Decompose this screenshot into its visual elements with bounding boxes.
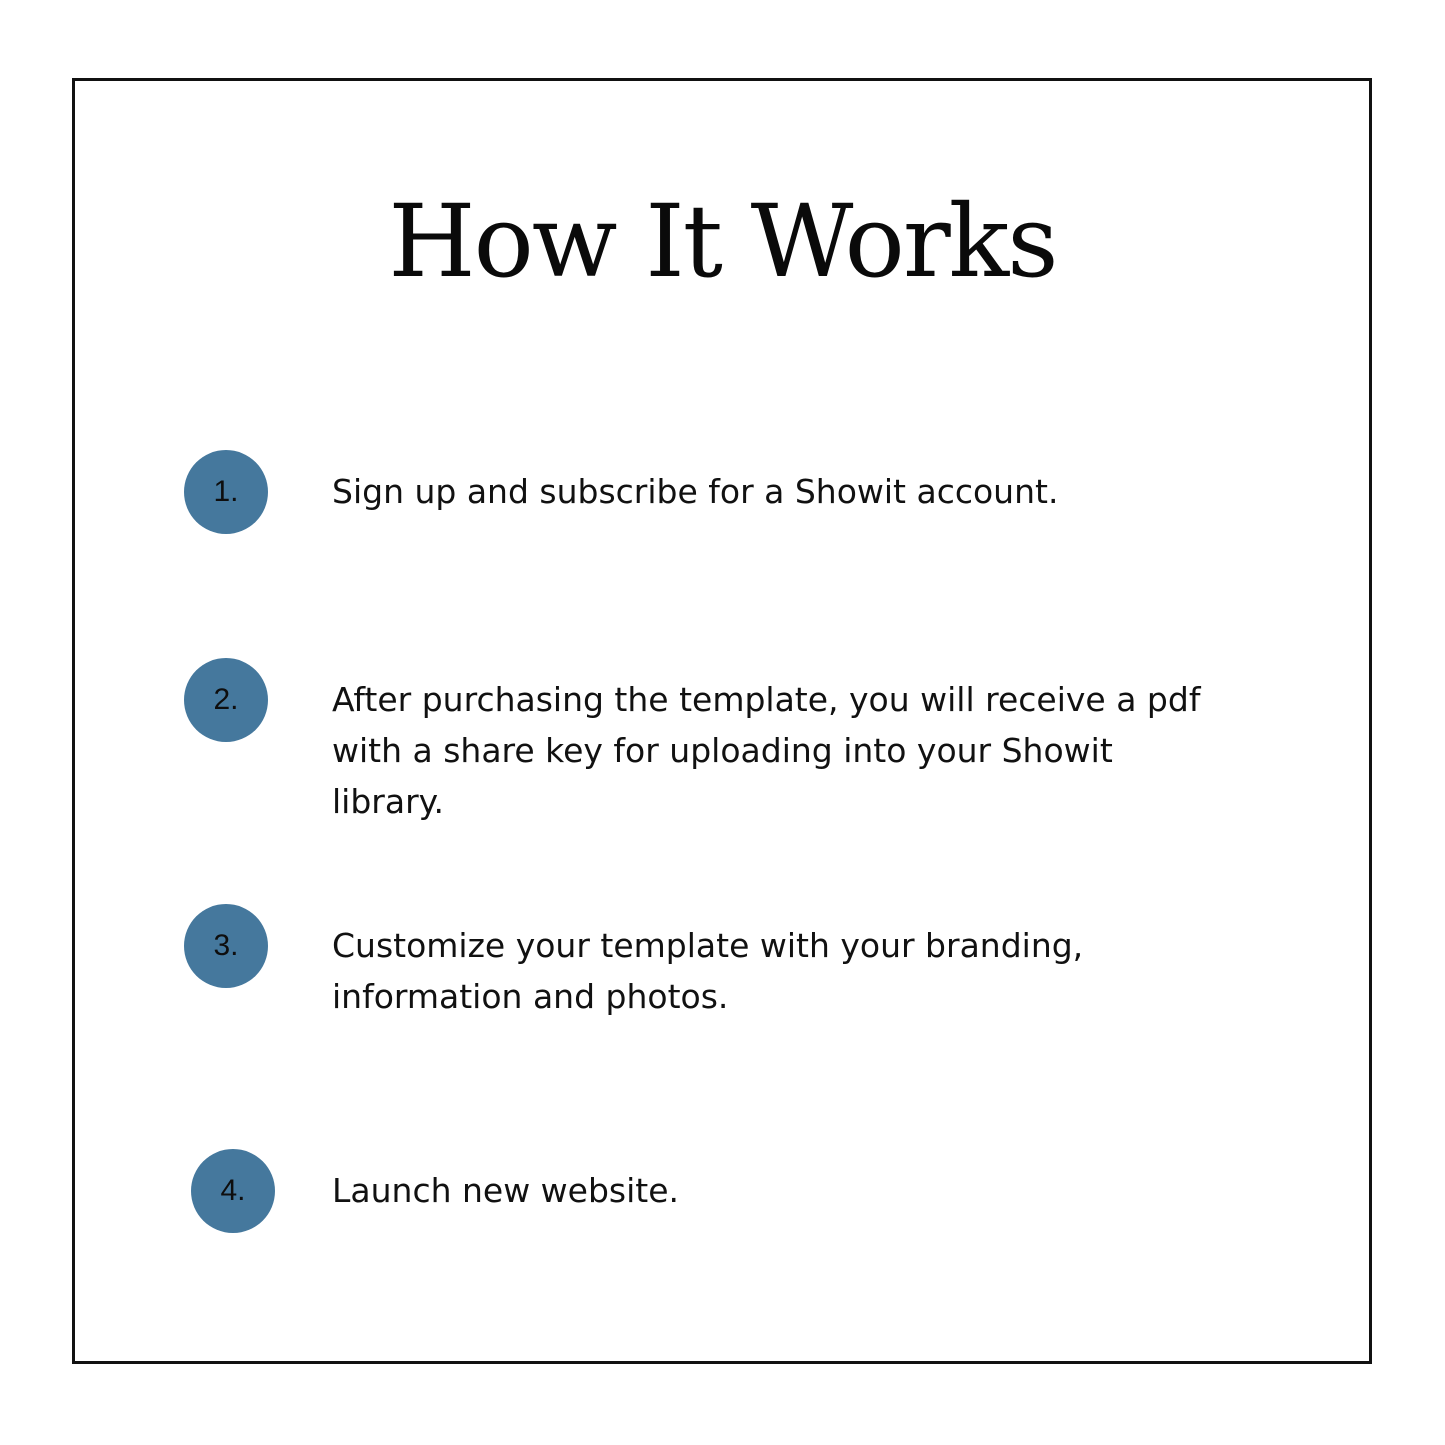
step-number-badge: 2.	[184, 658, 268, 742]
step-number-badge: 1.	[184, 450, 268, 534]
page-title: How It Works	[388, 183, 1057, 300]
step-text: Launch new website.	[332, 1171, 680, 1210]
step-text: After purchasing the template, you will receive a pdf with a share key for uploading into your Showit library.	[332, 680, 1201, 821]
step-number-badge: 3.	[184, 904, 268, 988]
step-number-badge: 4.	[191, 1149, 275, 1233]
step-text: Sign up and subscribe for a Showit account.	[332, 472, 1059, 511]
step-text: Customize your template with your branding, information and photos.	[332, 926, 1084, 1016]
